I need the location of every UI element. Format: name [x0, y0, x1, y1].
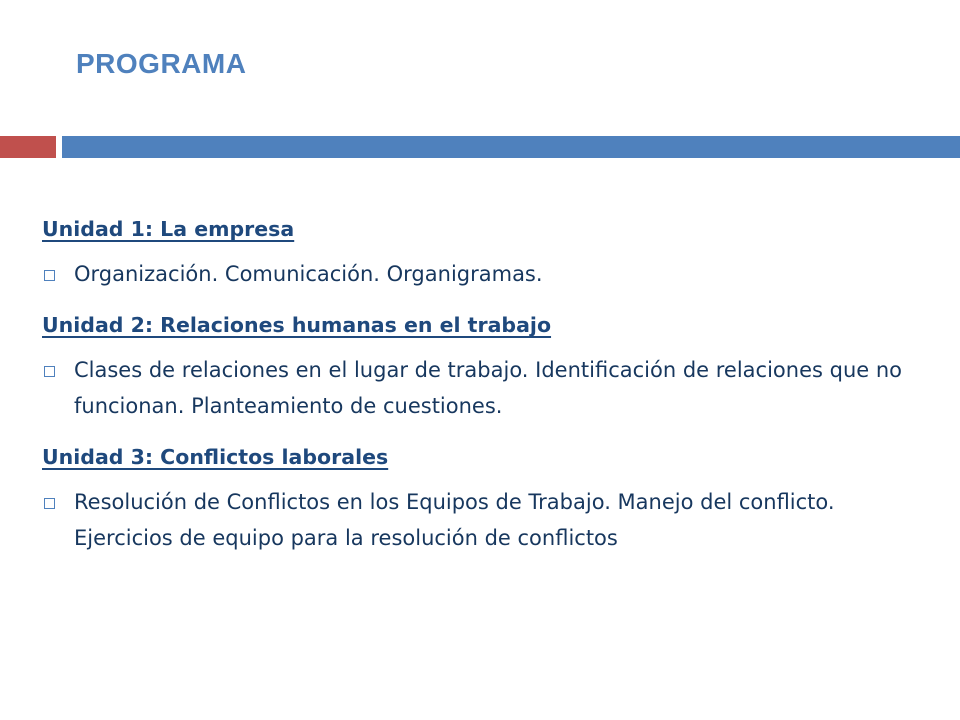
- title-accent-bar-blue: [62, 136, 960, 158]
- unit-1-item: [42, 256, 922, 292]
- unit-1-item-text: Organización. Comunicación. Organigramas.: [74, 262, 543, 286]
- square-bullet-icon: [44, 498, 55, 509]
- square-bullet-icon: [44, 366, 55, 377]
- slide-content: [42, 212, 922, 556]
- title-accent-bar-red: [0, 136, 56, 158]
- unit-3-item: [42, 484, 922, 556]
- unit-3-heading: Unidad 3: Conflictos laborales: [42, 445, 389, 469]
- unit-1-heading: Unidad 1: La empresa: [42, 217, 295, 241]
- unit-2-item-text: Clases de relaciones en el lugar de trabajo. Identificación de relaciones que no funcionan. Planteamiento de cuestiones.: [74, 358, 903, 418]
- unit-3-item-text: Resolución de Conflictos en los Equipos de Trabajo. Manejo del conflicto. Ejercicios de equipo para la resolución de conflictos: [74, 490, 835, 550]
- slide-title: PROGRAMA: [76, 48, 247, 79]
- unit-2-item: [42, 352, 922, 424]
- square-bullet-icon: [44, 270, 55, 281]
- unit-2-heading: Unidad 2: Relaciones humanas en el trabajo: [42, 313, 552, 337]
